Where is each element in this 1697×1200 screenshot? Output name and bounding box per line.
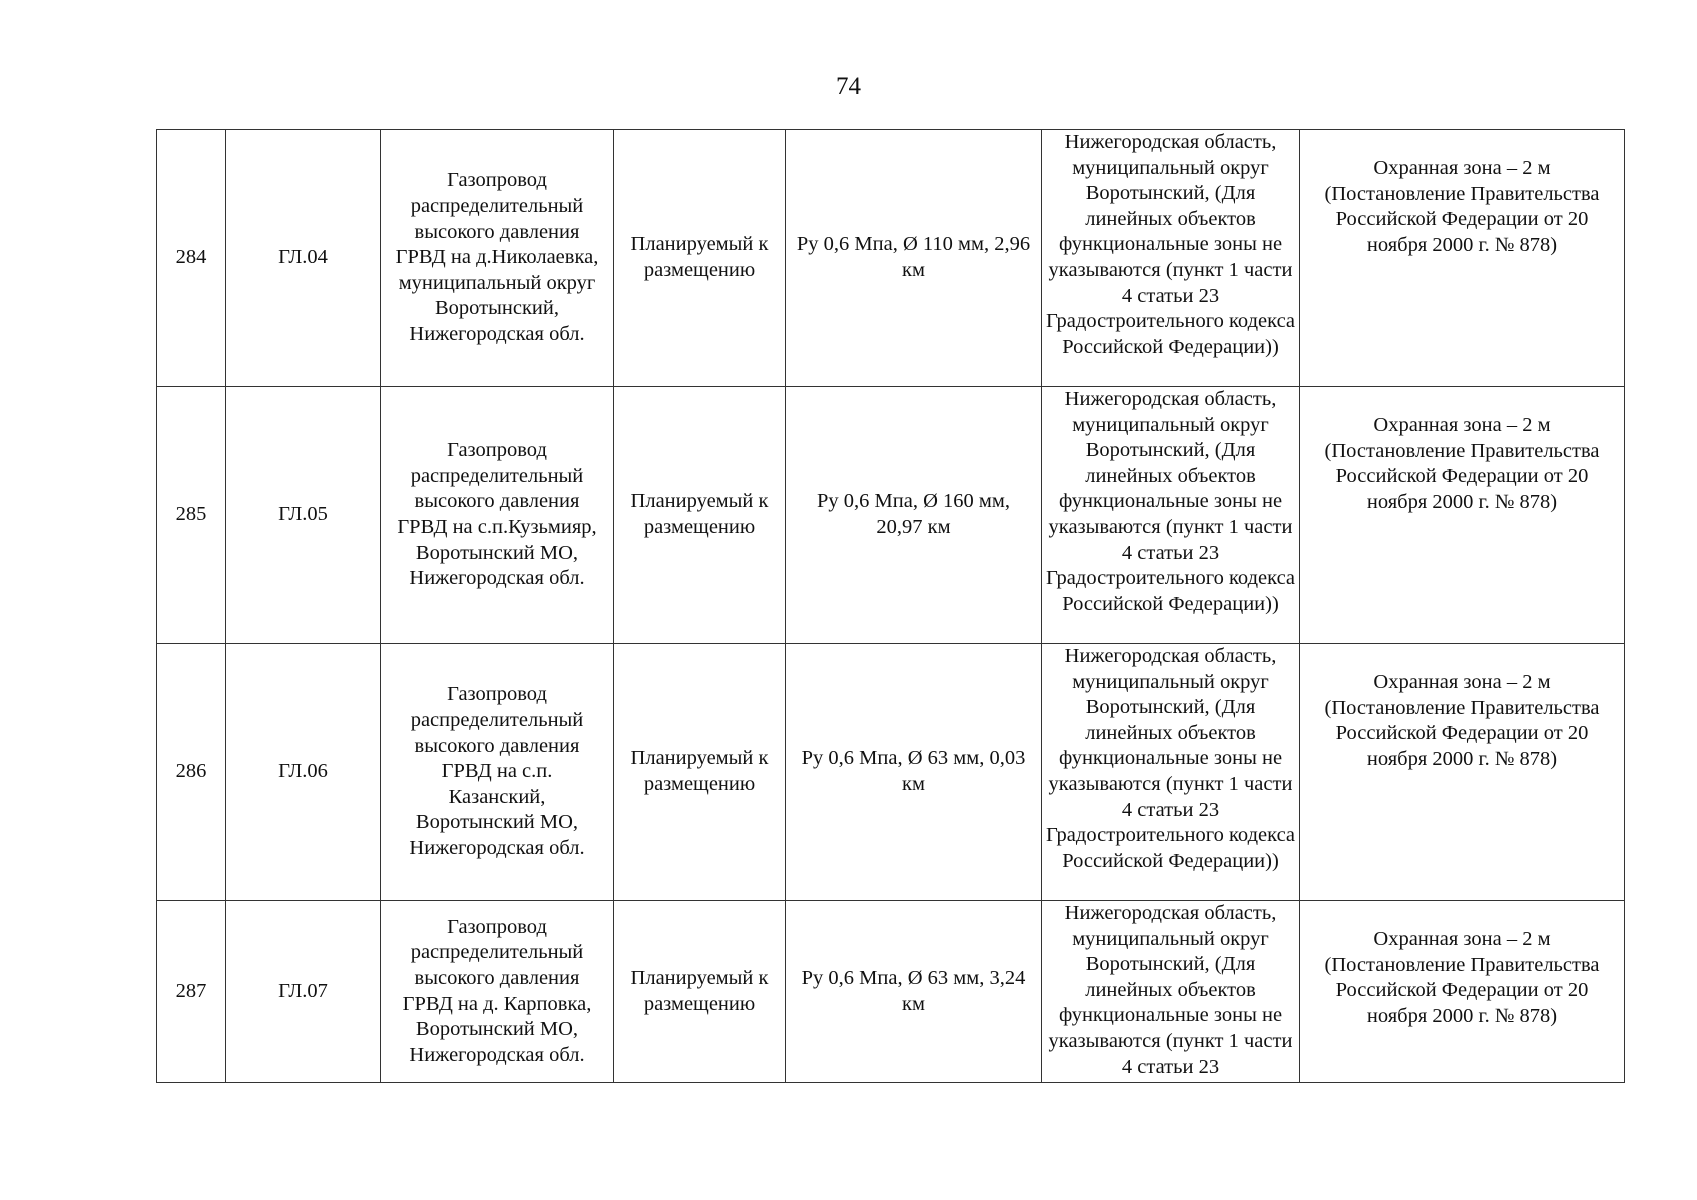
object-name: Газопровод распределительный высокого давления ГРВД на с.п. Казанский, Воротынский МО, Нижегородская обл. — [409, 683, 585, 859]
object-location-cell — [1042, 130, 1300, 387]
object-name: Газопровод распределительный высокого давления ГРВД на с.п.Кузьмияр, Воротынский МО, Нижегородская обл. — [397, 439, 597, 590]
row-number-cell — [157, 387, 226, 644]
object-name: Газопровод распределительный высокого давления ГРВД на д.Николаевка, муниципальный округ Воротынский, Нижегородская обл. — [395, 169, 599, 345]
object-location-cell — [1042, 387, 1300, 644]
objects-table — [156, 129, 1625, 1083]
object-location: Нижегородская область, муниципальный округ Воротынский, (Для линейных объектов функциональные зоны не указываются (пункт 1 части 4 статьи 23 Градостроительного кодекса Российской Федерации)) — [1046, 388, 1295, 615]
page-number: 74 — [836, 73, 861, 100]
row-number: 286 — [175, 760, 207, 783]
object-params: Ру 0,6 Мпа, Ø 110 мм, 2,96 км — [796, 233, 1031, 281]
object-code: ГЛ.06 — [278, 760, 328, 783]
object-params: Ру 0,6 Мпа, Ø 160 мм, 20,97 км — [817, 490, 1010, 538]
protection-zone-cell — [1300, 644, 1625, 901]
row-number: 287 — [175, 979, 207, 1002]
object-code-cell — [226, 130, 381, 387]
protection-zone: Охранная зона – 2 м (Постановление Правительства Российской Федерации от 20 ноября 2000 г. № 878) — [1324, 157, 1600, 256]
table-row — [157, 387, 1625, 644]
object-location-cell — [1042, 901, 1300, 1083]
object-name-cell — [381, 130, 614, 387]
object-params-cell — [786, 644, 1042, 901]
object-name-cell — [381, 901, 614, 1083]
object-status: Планируемый к размещению — [630, 966, 769, 1015]
object-location-cell — [1042, 644, 1300, 901]
protection-zone: Охранная зона – 2 м (Постановление Правительства Российской Федерации от 20 ноября 2000 г. № 878) — [1324, 414, 1600, 513]
object-name: Газопровод распределительный высокого давления ГРВД на д. Карповка, Воротынский МО, Нижегородская обл. — [402, 915, 592, 1066]
row-number-cell — [157, 901, 226, 1083]
object-status-cell — [614, 644, 786, 901]
row-number-cell — [157, 130, 226, 387]
protection-zone: Охранная зона – 2 м (Постановление Правительства Российской Федерации от 20 ноября 2000 г. № 878) — [1324, 928, 1600, 1027]
object-location: Нижегородская область, муниципальный округ Воротынский, (Для линейных объектов функциональные зоны не указываются (пункт 1 части 4 статьи 23 Градостроительного кодекса Российской Федерации)) — [1046, 645, 1295, 872]
object-status-cell — [614, 130, 786, 387]
object-code: ГЛ.04 — [278, 246, 328, 269]
protection-zone-cell — [1300, 130, 1625, 387]
object-params: Ру 0,6 Мпа, Ø 63 мм, 0,03 км — [801, 747, 1026, 795]
object-params-cell — [786, 901, 1042, 1083]
object-status-cell — [614, 901, 786, 1083]
protection-zone-cell — [1300, 901, 1625, 1083]
object-status: Планируемый к размещению — [630, 747, 769, 795]
row-number: 284 — [175, 246, 207, 269]
object-name-cell — [381, 644, 614, 901]
table-row — [157, 130, 1625, 387]
object-code-cell — [226, 387, 381, 644]
object-code: ГЛ.05 — [278, 503, 328, 526]
object-params-cell — [786, 387, 1042, 644]
object-code: ГЛ.07 — [278, 979, 328, 1002]
protection-zone-cell — [1300, 387, 1625, 644]
table-row — [157, 644, 1625, 901]
object-location: Нижегородская область, муниципальный округ Воротынский, (Для линейных объектов функциональные зоны не указываются (пункт 1 части 4 статьи 23 Градостроительного кодекса Российской Федерации)) — [1046, 131, 1295, 358]
row-number: 285 — [175, 503, 207, 526]
object-status-cell — [614, 387, 786, 644]
object-name-cell — [381, 387, 614, 644]
object-params: Ру 0,6 Мпа, Ø 63 мм, 3,24 км — [801, 966, 1026, 1015]
object-status: Планируемый к размещению — [630, 490, 769, 538]
object-status: Планируемый к размещению — [630, 233, 769, 281]
object-location: Нижегородская область, муниципальный округ Воротынский, (Для линейных объектов функциональные зоны не указываются (пункт 1 части 4 статьи 23 — [1048, 902, 1293, 1078]
table-row — [157, 901, 1625, 1083]
object-code-cell — [226, 644, 381, 901]
object-params-cell — [786, 130, 1042, 387]
row-number-cell — [157, 644, 226, 901]
protection-zone: Охранная зона – 2 м (Постановление Правительства Российской Федерации от 20 ноября 2000 г. № 878) — [1324, 671, 1600, 770]
object-code-cell — [226, 901, 381, 1083]
